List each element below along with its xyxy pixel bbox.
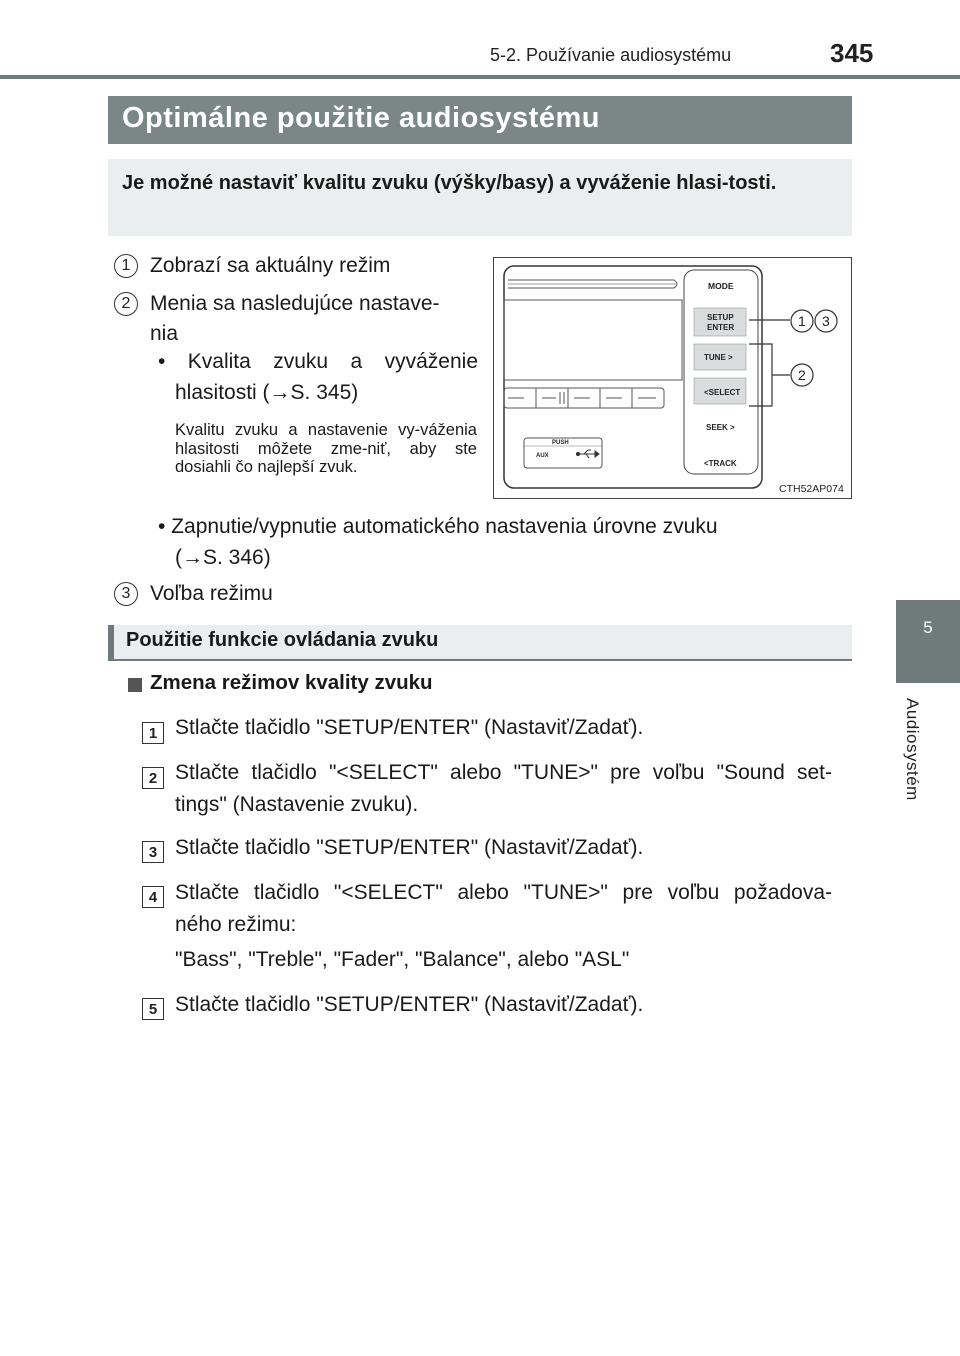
square-bullet-icon (128, 678, 142, 692)
step-4-line2: ného režimu: (175, 913, 297, 936)
audio-panel-figure (493, 257, 852, 499)
step-2-line1: Stlačte tlačidlo "<SELECT" alebo "TUNE>" pre voľbu "Sound set- (175, 761, 832, 784)
subheading: Zmena režimov kvality zvuku (150, 671, 433, 694)
intro-box (108, 159, 852, 236)
callout-3-text: Voľba režimu (150, 582, 273, 605)
step-3-marker: 3 (142, 841, 164, 863)
header-rule (0, 75, 960, 79)
mode-button-label: MODE (708, 281, 734, 291)
setup-button-label: SETUP (707, 313, 734, 322)
figure-callout-3: 3 (822, 313, 830, 329)
callout-1-marker: 1 (114, 254, 138, 278)
figure-code: CTH52AP074 (779, 483, 844, 495)
usb-icon (576, 450, 599, 458)
enter-button-label: ENTER (707, 323, 735, 332)
tune-button-label: TUNE > (704, 353, 733, 362)
callout-2-marker: 2 (114, 292, 138, 316)
page-number: 345 (830, 38, 874, 68)
step-5-text: Stlačte tlačidlo "SETUP/ENTER" (Nastaviť/Zadať). (175, 993, 644, 1016)
step-2-line2: tings" (Nastavenie zvuku). (175, 793, 419, 816)
select-button-label: <SELECT (704, 388, 741, 397)
step-4-line3: "Bass", "Treble", "Fader", "Balance", alebo "ASL" (175, 948, 630, 971)
chapter-label: Audiosystém (903, 698, 922, 801)
chapter-tab: 5 (896, 600, 960, 683)
callout-2-line1: Menia sa nasledujúce nastave- (150, 292, 440, 315)
step-3-text: Stlačte tlačidlo "SETUP/ENTER" (Nastaviť/Zadať). (175, 836, 644, 859)
step-2-marker: 2 (142, 767, 164, 789)
step-1-marker: 1 (142, 722, 164, 744)
step-1-text: Stlačte tlačidlo "SETUP/ENTER" (Nastaviť/Zadať). (175, 716, 644, 739)
callout-2-line2: nia (150, 322, 179, 345)
step-5-marker: 5 (142, 998, 164, 1020)
figure-callout-2: 2 (798, 367, 806, 383)
bullet-2-line1: • Zapnutie/vypnutie automatického nastavenia úrovne zvuku (158, 515, 718, 538)
header-section: 5-2. Používanie audiosystému (490, 45, 732, 65)
callout-3-marker: 3 (114, 582, 138, 606)
figure-callout-1: 1 (798, 313, 806, 329)
seek-button-label: SEEK > (706, 423, 735, 432)
step-4-line1: Stlačte tlačidlo "<SELECT" alebo "TUNE>" pre voľbu požadova- (175, 881, 832, 904)
subsection-bar (108, 625, 852, 661)
bullet-2-line2: (→S. 346) (175, 546, 271, 569)
step-4-marker: 4 (142, 886, 164, 908)
section-title: Optimálne použitie audiosystému (122, 102, 600, 134)
audio-panel-illustration (494, 258, 851, 498)
intro-text: Je možné nastaviť kvalitu zvuku (výšky/basy) a vyváženie hlasi-tosti. (122, 172, 777, 194)
bullet-1-line2: hlasitosti (→S. 345) (175, 381, 359, 404)
subsection-title: Použitie funkcie ovládania zvuku (126, 629, 439, 651)
callout-1-text: Zobrazí sa aktuálny režim (150, 254, 391, 277)
bullet-1-line1: • Kvalita zvuku a vyváženie (158, 350, 478, 373)
aux-label: AUX (536, 453, 549, 459)
note-text: Kvalitu zvuku a nastavenie vy-váženia hlasitosti môžete zme-niť, aby ste dosiahli čo najlepší zvuk. (175, 421, 477, 476)
track-button-label: <TRACK (704, 459, 737, 468)
section-title-bar (108, 96, 852, 144)
push-label: PUSH (552, 440, 569, 446)
